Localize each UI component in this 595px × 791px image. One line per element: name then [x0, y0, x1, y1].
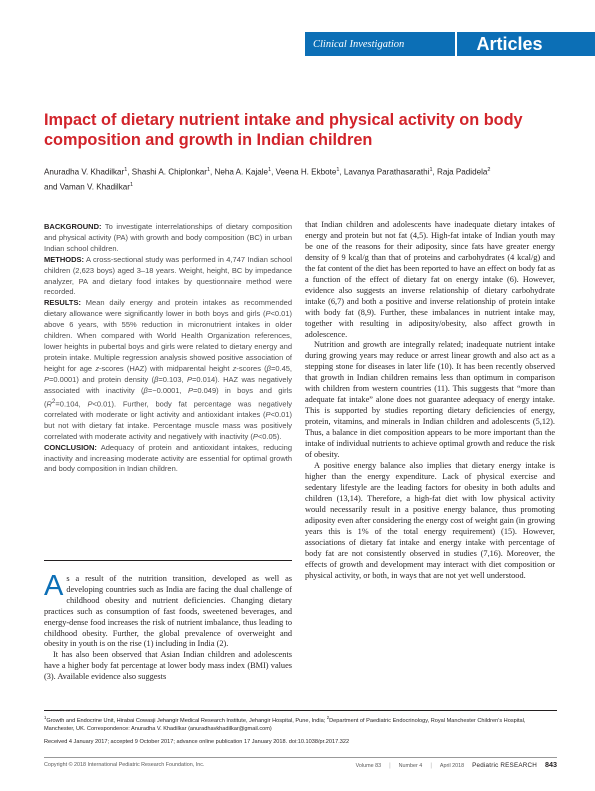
results-text: =0.0001) and protein density ( — [49, 374, 155, 384]
affiliation-mark: 1 — [129, 181, 134, 188]
results-symbol: 2 — [51, 397, 56, 405]
affiliation-mark: 1 — [268, 167, 272, 173]
affiliation-mark: 2 — [487, 167, 491, 173]
body-column-left — [44, 570, 292, 683]
results-symbol: z — [95, 363, 100, 373]
results-symbol: P — [187, 385, 193, 395]
results-symbol: β — [143, 385, 148, 395]
results-symbol: P — [44, 374, 50, 384]
affiliation-mark: 1 — [429, 167, 433, 173]
section-label: Clinical Investigation — [313, 38, 405, 50]
body-paragraph: Nutrition and growth are integrally related; inadequate nutrient intake during growing years may reduce or arrest linear growth and also act as a stepping stone for diseases in later life (10). It has been recently observed that growth in Indian children remains less than optimum in comparison with children from western countries (11). This suggests that “more than adequate fat intake” alone does not guarantee adequacy of energy intake. This is supported by studies reporting dietary deficiencies of energy, protein, vitamins, and minerals in Indian children and adolescents (5,12). Thus, a balance in diet composition appears to be more important than the intake of individual nutrients to achieve optimal growth and reduce the risk of obesity. — [305, 340, 555, 460]
abstract-conclusion — [44, 443, 292, 476]
affiliation-mark: 1 — [206, 167, 211, 173]
results-text: =0.014). HAZ was negatively associated with inactivity ( — [44, 374, 293, 395]
volume: Volume 83 — [355, 763, 382, 769]
page-number: 843 — [545, 760, 557, 769]
affiliations-footnote — [44, 714, 557, 734]
copyright: Copyright © 2018 International Pediatric Research Foundation, Inc. — [44, 762, 205, 768]
author-name: , Neha A. Kajale — [210, 167, 269, 177]
affiliation-mark: 1 — [44, 715, 47, 720]
received-dates: Received 4 January 2017; accepted 9 October 2017; advance online publication 17 January 2018. doi:10.1038/pr.2017.322 — [44, 739, 350, 745]
author-name: , Lavanya Parathasarathi — [339, 167, 430, 177]
abstract-methods — [44, 255, 292, 299]
intro-paragraph — [44, 570, 292, 650]
abstract-background — [44, 222, 292, 255]
footer-rule — [44, 757, 557, 758]
body-paragraph: A positive energy balance also implies that dietary energy intake is higher than the energy expenditure. Lack of physical exercise and sedentary lifestyle are the leading factors for obesity in both adults and children (13,14). Therefore, a high-fat diet with low physical activity would necessarily result in a positive energy balance, thus promoting adiposity even after considering the energy cost of weight gain (in growing years this is 1% of the total energy requirement) (15). However, associations of dietary fat intake and energy intake with percentage of body fat are not consistently observed in studies (7,16). Moreover, the effects of growth and development may interact with diet composition or physical activity, or both, in ways that are not yet well understood. — [305, 460, 555, 580]
affiliation-text: Department of Paediatric Endocrinology, Royal Manchester Children’s Hospital, Manchester, UK. Correspondence: Anuradha V. Khadilkar (anuradhavkhadilkar@gmail.com) — [44, 717, 526, 733]
results-label: RESULTS: — [44, 298, 81, 308]
results-text: =0.049) in boys and girls ( — [44, 385, 292, 408]
results-symbol: P — [187, 374, 193, 384]
footer-info — [356, 760, 557, 769]
results-text: <0.01) but not with dietary fat intake. Percentage muscle mass was positively correlated with moderate activity and negatively with inactivity ( — [44, 409, 292, 441]
results-text: <0.01) above 6 years, with 55% reduction in micronutrient intakes in older children. When compared with World Health Organization references, lower heights in pubertal boys and girls were related to dietary energy and protein intake. Multiple regression analysis showed positive association of height for age — [44, 309, 292, 373]
article-title: Impact of dietary nutrient intake and physical activity on body composition and growth in Indian children — [44, 111, 523, 149]
results-text: <0.01). Further, body fat percentage was negatively correlated with moderate or light activity and antioxidant intakes ( — [44, 399, 292, 419]
affiliation-text: Growth and Endocrine Unit, Hirabai Cowasji Jehangir Medical Research Institute, Jehangir Hospital, Pune, India; — [46, 717, 327, 724]
background-text: To investigate interrelationships of dietary composition and physical activity (PA) with growth and body composition (BC) in urban Indian school children. — [44, 222, 292, 253]
issue-date: April 2018 — [439, 763, 465, 769]
footnote-rule — [44, 710, 557, 711]
author-name: Anuradha V. Khadilkar — [44, 167, 125, 177]
results-symbol: z — [232, 363, 237, 373]
results-symbol: P — [265, 409, 271, 419]
paragraph-text: s a result of the nutrition transition, developed as well as developing countries such as India are facing the dual challenge of childhood obesity and nutrient deficiencies. Changing dietary practices such as consumption of fast foods, sweetened beverages, and energy-dense food increases the risk of nutrient imbalance, thus leading to childhood obesity. Further, the global prevalence of overweight and obesity in youth is on the rise (1) including in India (2). — [44, 574, 292, 649]
results-text: <0.05). — [257, 431, 282, 441]
affiliation-mark: 2 — [326, 715, 330, 720]
author-name: , Veena H. Ekbote — [271, 167, 337, 177]
results-text: =0.104, — [55, 399, 88, 408]
results-text: Mean daily energy and protein intakes as recommended dietary allowance were significantly lower in both boys and girls ( — [44, 298, 292, 319]
body-column-right — [305, 220, 555, 581]
background-label: BACKGROUND: — [44, 222, 102, 231]
methods-text: A cross-sectional study was performed in 4,747 Indian school children (2,623 boys) aged 3–18 years. Weight, height, BC by impedance analyzer, PA and dietary food intakes by questionnaire method were recorded. — [44, 254, 292, 297]
results-symbol: P — [265, 309, 271, 319]
conclusion-text: Adequacy of protein and antioxidant intakes, reducing inactivity and increasing moderate activity are essential for optimal growth and body composition in Indian children. — [44, 442, 292, 474]
results-symbol: β — [154, 374, 159, 384]
body-paragraph: It has also been observed that Asian Indian children and adolescents have a higher body fat percentage at lower body mass index (BMI) values (3). Available evidence also suggests — [44, 650, 292, 682]
results-text: =0.45, — [270, 363, 293, 373]
author-name: , Raja Padidela — [432, 167, 488, 177]
results-text: -scores ( — [236, 363, 267, 373]
results-text: -scores (HAZ) with midparental height — [99, 363, 233, 373]
results-symbol: P — [87, 399, 93, 408]
methods-label: METHODS: — [44, 254, 84, 264]
abstract-bottom-rule — [44, 560, 292, 561]
issue-number: Number 4 — [398, 763, 423, 769]
articles-label: Articles — [476, 33, 543, 54]
drop-cap: A — [44, 570, 64, 602]
results-text: =0.103, — [158, 374, 187, 384]
results-symbol: R — [46, 399, 52, 408]
author-list — [44, 164, 564, 193]
author-name: , Shashi A. Chiplonkar — [127, 167, 207, 177]
affiliation-mark: 1 — [124, 167, 128, 173]
results-text: =−0.0001, — [147, 385, 188, 395]
footer-separator: | — [389, 763, 391, 769]
affiliation-mark: 1 — [336, 167, 340, 173]
journal-name: Pediatric RESEARCH — [472, 762, 537, 769]
abstract-results — [44, 298, 292, 442]
conclusion-label: CONCLUSION: — [44, 442, 97, 452]
footer-separator: | — [430, 763, 432, 769]
header-band — [305, 32, 595, 56]
abstract — [44, 222, 292, 475]
author-name: and Vaman V. Khadilkar — [44, 182, 130, 192]
body-paragraph: that Indian children and adolescents have inadequate dietary intakes of energy and protein but not fat (4,5). High-fat intake of Indian youth may be one of the reasons for their adiposity, since fats have greater energy density of 9 kcal/g than that of proteins and carbohydrates (4 kcal/g) and the fat content of the diet has been reported to have an effect on body fat as a function of the effect of dietary fat on energy intake (6). However, evidence also suggests an inverse relationship of dietary carbohydrate intake (6,7) and both a positive and inverse relationship of protein intake with body fat (8,9). Further, these imbalances in nutrient intake may, together with resulting in adiposity/obesity, also affect growth in adolescence. — [305, 220, 555, 339]
results-symbol: P — [252, 431, 258, 441]
results-symbol: β — [266, 363, 271, 373]
